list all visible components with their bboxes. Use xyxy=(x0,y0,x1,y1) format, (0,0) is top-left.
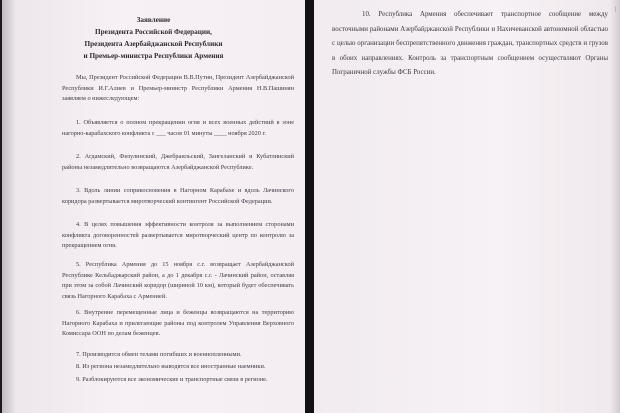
right-document-page xyxy=(314,0,620,413)
intro-paragraph: Мы, Президент Российской Федерации В.В.Путин, Президент Азербайджанской Республики И.Г.Алиев и Премьер-министр Республики Армения Н.В.Пашинян заявляем о нижеследующем: xyxy=(62,74,294,103)
clause-8: 8. Из региона незамедлительно выводятся все иностранные наемники. xyxy=(76,363,266,370)
title-line: Заявление xyxy=(136,16,171,24)
clause-9: 9. Разблокируются все экономические и транспортные связи в регионе. xyxy=(76,376,268,383)
title-line: и Премьер-министра Республики Армения xyxy=(83,52,224,60)
clause-1: 1. Объявляется о полном прекращении огня и всех военных действий в зоне нагорно-карабахского конфликта с ___ часов 01 минуты ____ ноября 2020 г. xyxy=(62,119,294,137)
title-line: Президента Азербайджанской Республики xyxy=(84,40,223,48)
left-document-page xyxy=(2,0,305,413)
clause-4: 4. В целях повышения эффективности контроля за выполнением сторонами конфликта договоренностей развертывается миротворческий центр по контролю за прекращением огня. xyxy=(62,221,294,250)
clause-2: 2. Агдамский, Физулинский, Джебраильский, Зангеланский и Кубатлинский районы незамедлительно возвращаются Азербайджанской Республике. xyxy=(62,153,294,171)
page-shadow xyxy=(610,0,620,413)
clause-10: 10. Республика Армения обеспечивает транспортное сообщение между восточными районами Азербайджанской Республики и Нахичеванской автономной областью с целью организации беспрепятственного движения граждан, транспортных средств и грузов в обоих направлениях. Контроль за транспортным сообщением осуществляют Органы Пограничной службы ФСБ России. xyxy=(332,11,608,77)
title-line: Президента Российской Федерации, xyxy=(95,28,212,36)
page-edge-mark xyxy=(615,6,616,12)
clause-6: 6. Внутренне перемещенные лица и беженцы возвращаются на территорию Нагорного Карабаха и прилегающие районы под контролем Управления Верховного Комиссара ООН по делам беженцев. xyxy=(62,309,294,338)
photo-divider xyxy=(305,0,314,413)
clause-7: 7. Производится обмен телами погибших и военнопленными. xyxy=(76,351,242,358)
document-title xyxy=(2,14,305,62)
clause-3: 3. Вдоль линии соприкосновения в Нагорном Карабахе и вдоль Лачинского коридора развертывается миротворческий контингент Российской Федерации. xyxy=(62,187,294,205)
clause-5: 5. Республика Армения до 15 ноября с.г. возвращает Азербайджанской Республике Кельбаджарский район, а до 1 декабря с.г. - Лачинский район, оставляя при этом за собой Лачинский коридор (шириной 10 км), который будет обеспечивать связь Нагорного Карабаха с Арменией. xyxy=(62,261,294,300)
